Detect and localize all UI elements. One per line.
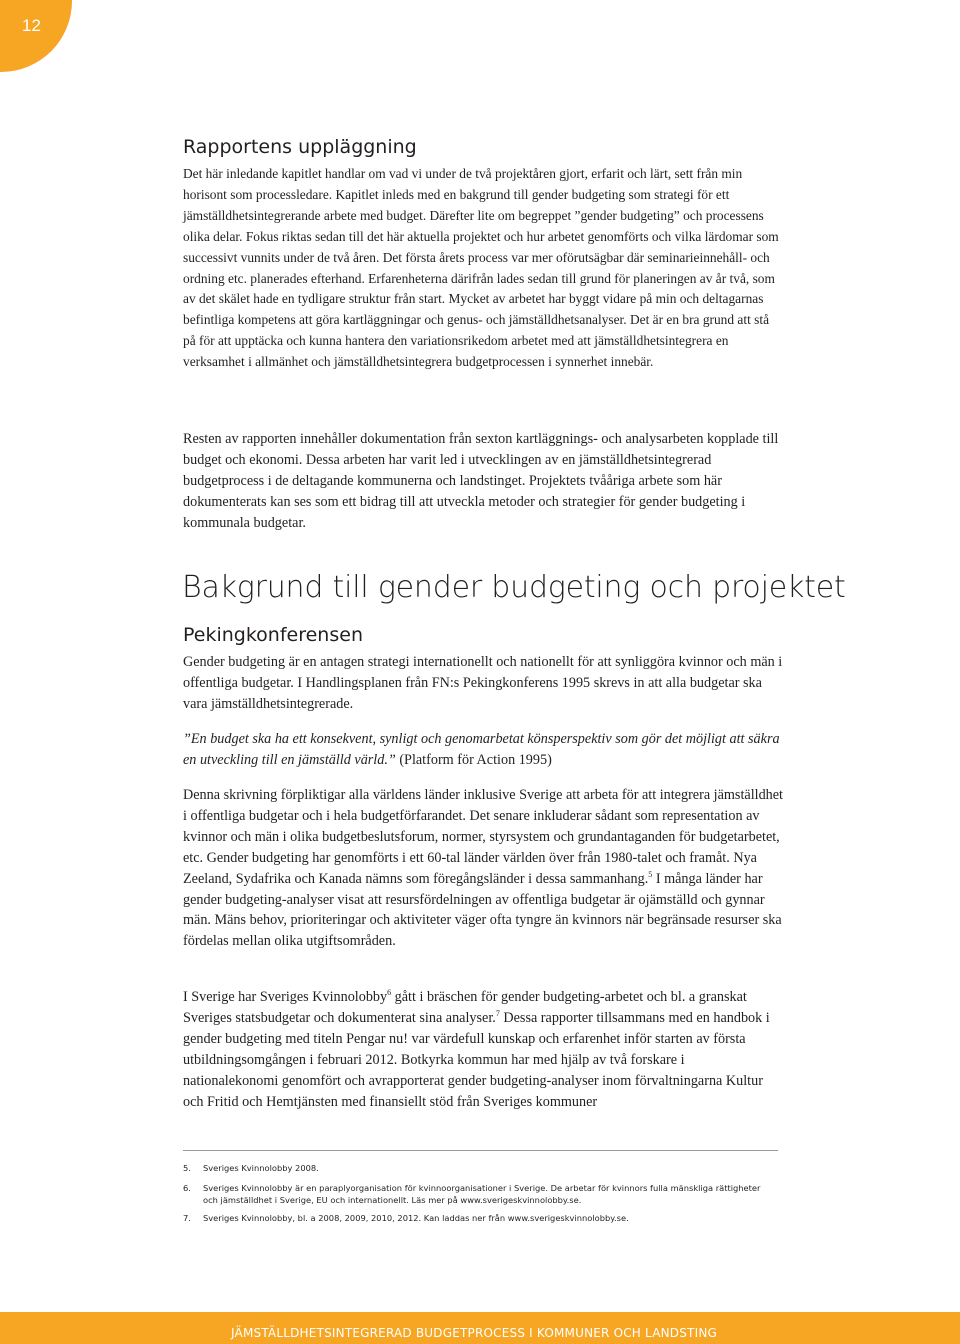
footnote-number: 5.: [183, 1163, 191, 1173]
footer-title: JÄMSTÄLLDHETSINTEGRERAD BUDGETPROCESS I KOMMUNER OCH LANDSTING: [231, 1326, 717, 1340]
quote-text: ”En budget ska ha ett konsekvent, synligt och genomarbetat könsperspektiv som gör det möjligt att säkra en utveckling till en jämställd värld.”: [183, 731, 780, 768]
section-heading-rapportens-upplaggning: Rapportens uppläggning: [183, 136, 417, 158]
footnote-7: [183, 1213, 773, 1225]
paragraph-peking-3: [183, 987, 783, 1112]
footnote-text: Sveriges Kvinnolobby 2008.: [203, 1163, 319, 1173]
subheading-pekingkonferensen: Pekingkonferensen: [183, 624, 363, 646]
footnote-number: 7.: [183, 1213, 191, 1223]
paragraph-peking-3-text-c: Dessa rapporter tillsammans med en handbok i gender budgeting med titeln Pengar nu! var värdefull kunskap och erfarenhet inför starten av första utbildningsomgången i februari 2012. Botkyrka kommun har med hjälp av två forskare i nationalekonomi genomfört och avrapporterat gender budgeting-analyser inom förvaltningarna Kultur och Fritid och Hemtjänsten med finansiellt stöd från Sveriges kommuner: [183, 1009, 770, 1110]
quote-source: (Platform för Action 1995): [395, 751, 552, 768]
footnote-ref-7: 7: [495, 1008, 500, 1018]
quote-platform-for-action: [183, 729, 783, 771]
paragraph-peking-1: Gender budgeting är en antagen strategi internationellt och nationellt för att synliggöra kvinnor och män i offentliga budgetar. I Handlingsplanen från FN:s Pekingkonferens 1995 skrevs in att alla budgetar ska vara jämställdhetsintegrerade.: [183, 654, 783, 712]
footnote-text: Sveriges Kvinnolobby, bl. a 2008, 2009, 2010, 2012. Kan laddas ner från www.sverigeskvinnolobby.se.: [203, 1213, 629, 1223]
paragraph-peking-2-text-a: Denna skrivning förpliktigar alla världens länder inklusive Sverige att arbeta för att integrera jämställdhet i offentliga budgetar och i hela budgetförfarandet. Det senare inkluderar sådant som representation av kvinnor och män i olika budgetbeslutsforum, normer, styrsystem och grundantaganden för budgetarbetet, etc. Gender budgeting har genomförts i ett 60-tal länder världen över från 1980-talet och framåt. Nya Zeeland, Sydafrika och Kanada nämns som föregångsländer i dessa sammanhang.: [183, 787, 784, 887]
footnote-5: [183, 1163, 773, 1175]
footnote-divider: [183, 1150, 778, 1151]
footnote-6: [183, 1183, 773, 1206]
footnote-ref-6: 6: [387, 988, 392, 997]
footnote-ref-5: 5: [648, 869, 653, 879]
paragraph-peking-3-text-a: I Sverige har Sveriges Kvinnolobby: [183, 989, 388, 1005]
page-number-badge: [0, 0, 72, 72]
footnote-number: 6.: [183, 1183, 191, 1193]
paragraph-peking-2-text-b: I många länder har gender budgeting-analyser visat att resursfördelningen av offentliga budgetar är ojämställd och gynnar män. Mäns behov, prioriteringar och aktiviteter väger ofta tyngre än kvinnors när begränsade resurser ska fördelas mellan olika utgiftsområden.: [183, 870, 782, 950]
page-number: 12: [22, 16, 41, 35]
paragraph-peking-2: [183, 785, 783, 952]
paragraph-peking-3-text-b: gått i bräschen för gender budgeting-arbetet och bl. a granskat Sveriges statsbudgetar och dokumenterat sina analyser.: [183, 989, 747, 1026]
paragraph-rapportens-upplaggning-1: Det här inledande kapitlet handlar om vad vi under de två projektåren gjort, erfarit och lärt, sett från min horisont som processledare. Kapitlet inleds med en bakgrund till gender budgeting som strategi för ett jämställdhetsintegrerande arbete med budget. Därefter lite om begreppet ”gender budgeting” och processens olika delar. Fokus riktas sedan till det här aktuella projektet och hur arbetet genomförts och vilka lärdomar som successivt vunnits under de två åren. Det första årets process var mer oförutsägbar där seminarieinnehåll- och ordning etc. planerades efterhand. Erfarenheterna därifrån lades sedan till grund för planeringen av år två, som av det skälet hade en tydligare struktur från start. Mycket av arbetet har byggt vidare på min och deltagarnas befintliga kompetens att göra kartläggningar och genus- och jämställdhetsanalyser. Det är en bra grund att stå på för att upptäcka och kunna hantera den variationsrikedom arbetet med att jämställdhetsintegrera en verksamhet i allmänhet och jämställdhetsintegrera budgetprocessen i synnerhet innebär.: [183, 166, 779, 370]
footnote-text: Sveriges Kvinnolobby är en paraplyorganisation för kvinnoorganisationer i Sverige. De arbetar för kvinnors fulla mänskliga rättigheter och jämställdhet i Sverige, EU och internationellt. Läs mer på www.sverigeskvinnolobby.se.: [203, 1183, 761, 1205]
chapter-title: Bakgrund till gender budgeting och projektet: [182, 570, 846, 605]
paragraph-rapportens-upplaggning-2: Resten av rapporten innehåller dokumentation från sexton kartläggnings- och analysarbeten kopplade till budget och ekonomi. Dessa arbeten har varit led i utvecklingen av en jämställdhetsintegrerad budgetprocess i de deltagande kommunerna och landstinget. Projektets tvååriga arbete som här dokumenterats kan ses som ett bidrag till att utveckla metoder och strategier för gender budgeting i kommunala budgetar.: [183, 431, 779, 531]
